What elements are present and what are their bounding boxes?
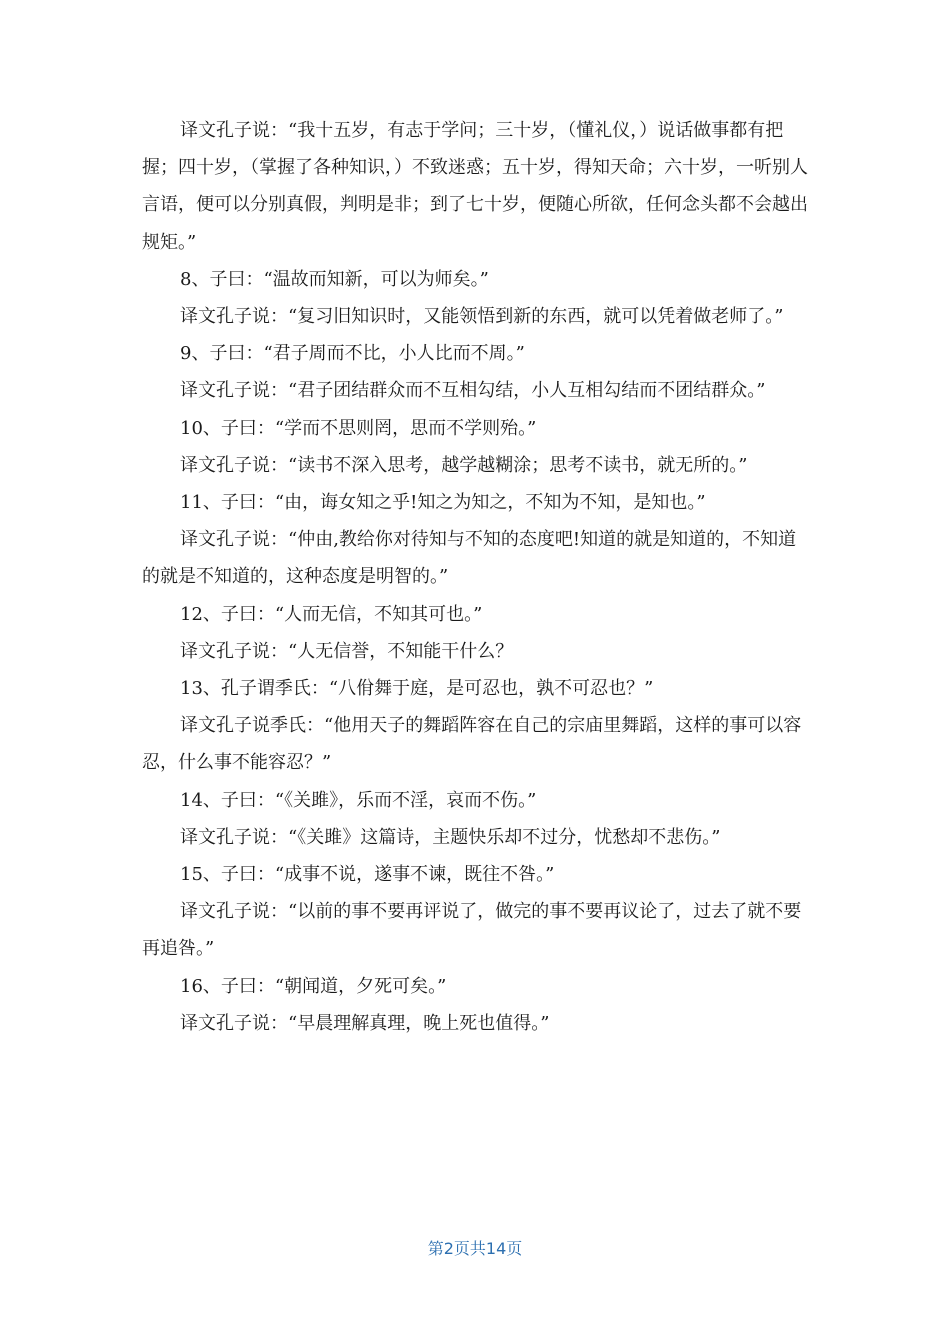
paragraph-12: 13、孔子谓季氏：“八佾舞于庭，是可忍也，孰不可忍也？”: [180, 678, 654, 700]
paragraph-7: 译文孔子说：“读书不深入思考，越学越糊涂；思考不读书，就无所的。”: [180, 454, 748, 476]
paragraph-4: 9、子曰：“君子周而不比，小人比而不周。”: [180, 343, 525, 365]
paragraph-9: 译文孔子说：“仲由,教给你对待知与不知的态度吧!知道的就是知道的，不知道的就是不知道的，这种态度是明智的。”: [142, 529, 797, 588]
paragraph-11: 译文孔子说：“人无信誉，不知能干什么？: [180, 640, 514, 662]
paragraph-10: 12、子曰：“人而无信，不知其可也。”: [180, 603, 483, 625]
paragraph-5: 译文孔子说：“君子团结群众而不互相勾结，小人互相勾结而不团结群众。”: [180, 380, 766, 402]
paragraph-13: 译文孔子说季氏：“他用天子的舞蹈阵容在自己的宗庙里舞蹈，这样的事可以容忍，什么事不能容忍？”: [142, 715, 802, 774]
paragraph-15: 译文孔子说：“《关雎》这篇诗，主题快乐却不过分，忧愁却不悲伤。”: [180, 826, 721, 848]
paragraph-3: 译文孔子说：“复习旧知识时，又能领悟到新的东西，就可以凭着做老师了。”: [180, 306, 784, 328]
paragraph-1: 译文孔子说：“我十五岁，有志于学问；三十岁，（懂礼仪，）说话做事都有把握；四十岁，（掌握了各种知识，）不致迷惑；五十岁，得知天命；六十岁，一听别人言语，便可以分别真假，判明是非；到了七十岁，便随心所欲，任何念头都不会越出规矩。”: [142, 120, 808, 253]
paragraph-8: 11、子曰：“由，诲女知之乎!知之为知之，不知为不知，是知也。”: [180, 492, 706, 514]
paragraph-19: 译文孔子说：“早晨理解真理，晚上死也值得。”: [180, 1012, 550, 1034]
paragraph-16: 15、子曰：“成事不说，遂事不谏，既往不咎。”: [180, 864, 555, 886]
paragraph-18: 16、子曰：“朝闻道，夕死可矣。”: [180, 975, 447, 997]
document-body: [142, 112, 810, 1042]
paragraph-17: 译文孔子说：“以前的事不要再评说了，做完的事不要再议论了，过去了就不要再追咎。”: [142, 901, 802, 960]
paragraph-2: 8、子曰：“温故而知新，可以为师矣。”: [180, 268, 489, 290]
page-number-footer: 第2页共14页: [427, 1239, 523, 1258]
paragraph-14: 14、子曰：“《关雎》，乐而不淫，哀而不伤。”: [180, 789, 537, 811]
paragraph-6: 10、子曰：“学而不思则罔，思而不学则殆。”: [180, 417, 537, 439]
